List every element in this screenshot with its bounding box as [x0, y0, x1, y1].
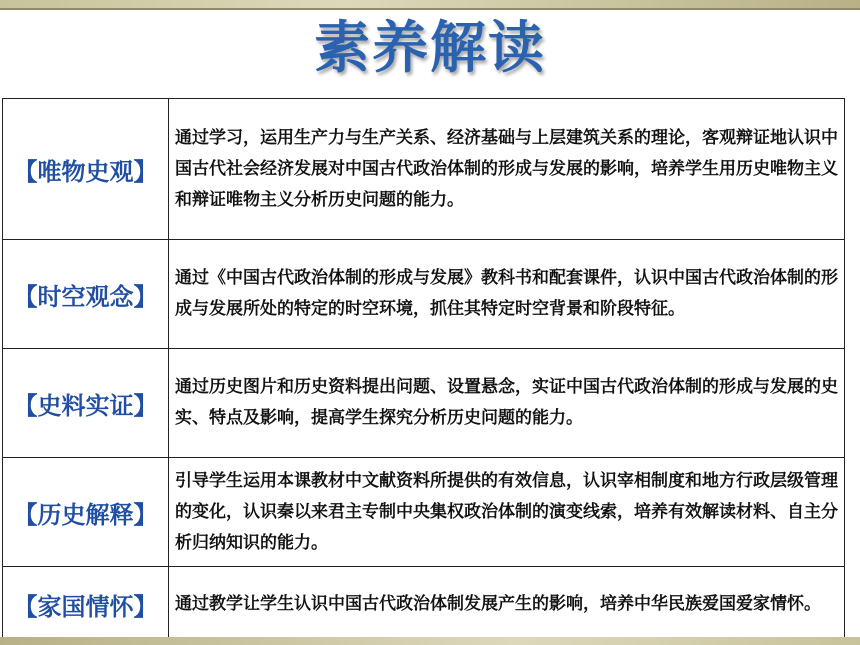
table-row: [3, 99, 845, 240]
row-description: 通过教学让学生认识中国古代政治体制发展产生的影响，培养中华民族爱国爱家情怀。: [169, 567, 845, 642]
table-row: [3, 349, 845, 458]
row-description: 引导学生运用本课教材中文献资料所提供的有效信息，认识宰相制度和地方行政层级管理的变化，认识秦以来君主专制中央集权政治体制的演变线索，培养有效解读材料、自主分析归纳知识的能力。: [169, 458, 845, 567]
literacy-table: [2, 98, 845, 642]
table-row: [3, 567, 845, 642]
row-label: 【史料实证】: [3, 349, 169, 458]
top-decor-band: [0, 0, 860, 8]
row-description: 通过历史图片和历史资料提出问题、设置悬念，实证中国古代政治体制的形成与发展的史实、特点及影响，提高学生探究分析历史问题的能力。: [169, 349, 845, 458]
page-title: 素养解读: [314, 16, 546, 81]
row-label: 【时空观念】: [3, 240, 169, 349]
bottom-decor-band: [0, 637, 860, 645]
row-label: 【家国情怀】: [3, 567, 169, 642]
table-row: [3, 240, 845, 349]
table-row: [3, 458, 845, 567]
row-description: 通过学习，运用生产力与生产关系、经济基础与上层建筑关系的理论，客观辩证地认识中国古代社会经济发展对中国古代政治体制的形成与发展的影响，培养学生用历史唯物主义和辩证唯物主义分析历史问题的能力。: [169, 99, 845, 240]
row-label: 【历史解释】: [3, 458, 169, 567]
top-decor-line: [0, 8, 860, 10]
row-description: 通过《中国古代政治体制的形成与发展》教科书和配套课件，认识中国古代政治体制的形成与发展所处的特定的时空环境，抓住其特定时空背景和阶段特征。: [169, 240, 845, 349]
row-label: 【唯物史观】: [3, 99, 169, 240]
